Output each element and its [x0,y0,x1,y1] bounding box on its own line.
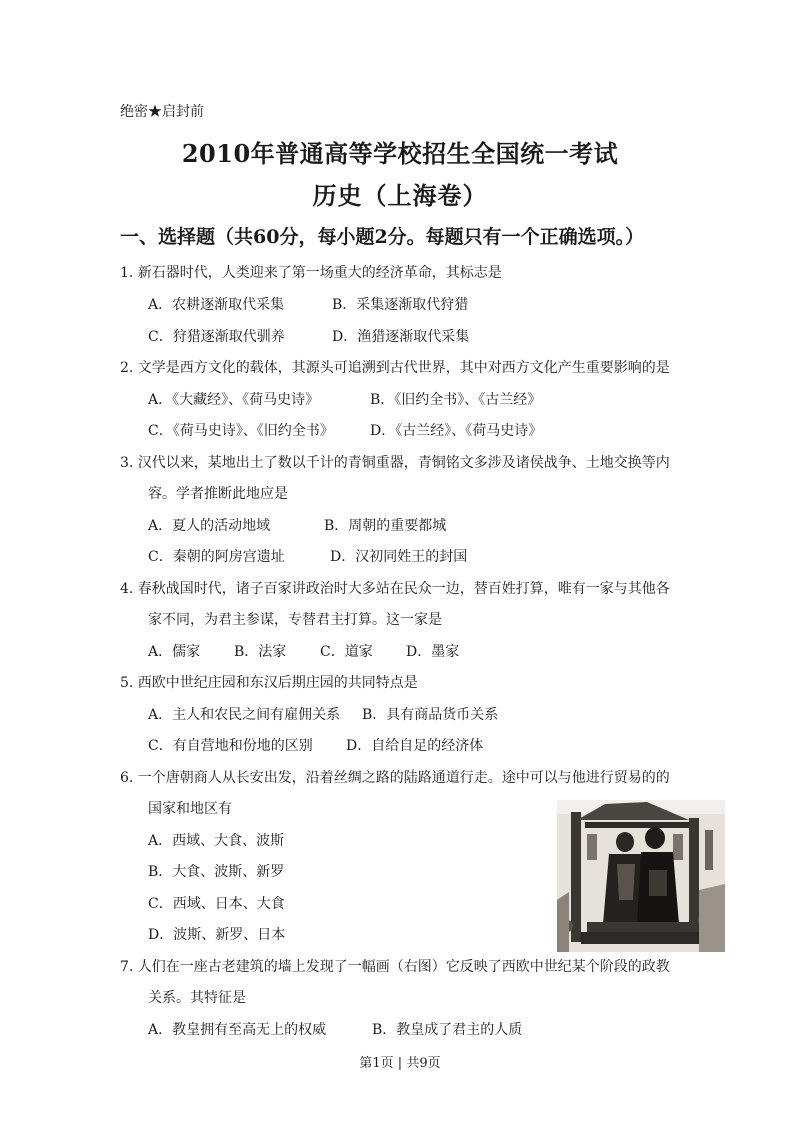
question-4-option-a: A．儒家 [148,644,201,660]
question-3-option-b: B．周朝的重要都城 [324,518,447,534]
question-6-stem: 6. 一个唐朝商人从长安出发，沿着丝绸之路的陆路通道行走。途中可以与他进行贸易的的 [120,770,670,786]
question-1-stem: 1. 新石器时代，人类迎来了第一场重大的经济革命，其标志是 [120,265,502,281]
question-4-stem-continued: 家不同，为君主参谋，专替君主打算。这一家是 [148,612,442,628]
section-heading: 一、选择题（共60分，每小题2分。每题只有一个正确选项。） [120,226,645,248]
question-2-option-a: A．《大藏经》、《荷马史诗》 [148,392,320,408]
question-3-option-d: D．汉初同姓王的封国 [330,549,468,565]
question-5-option-a: A．主人和农民之间有雇佣关系 [148,707,341,723]
question-4-option-c: C．道家 [320,644,373,660]
question-5-stem: 5. 西欧中世纪庄园和东汉后期庄园的共同特点是 [120,675,418,691]
question-5-option-c: C．有自营地和份地的区别 [148,738,313,754]
question-2-option-d: D．《古兰经》、《荷马史诗》 [370,423,543,439]
question-1-option-b: B．采集逐渐取代狩猎 [332,297,469,313]
question-7-stem: 7. 人们在一座古老建筑的墙上发现了一幅画（右图）它反映了西欧中世纪某个阶段的政教 [120,959,670,975]
secret-mark: 绝密★启封前 [120,104,204,120]
page-number: 第1页 | 共9页 [359,1056,441,1071]
question-5-option-b: B．具有商品货币关系 [362,707,499,723]
question-7-option-b: B．教皇成了君主的人质 [372,1022,523,1038]
question-6-option-c: C．西域、日本、大食 [148,896,285,912]
question-4-option-d: D．墨家 [406,644,460,660]
medieval-painting-figure [557,800,725,952]
exam-subtitle: 历史（上海卷） [312,181,488,210]
question-3-option-c: C．秦朝的阿房宫遗址 [148,549,285,565]
exam-title: 2010年普通高等学校招生全国统一考试 [181,139,619,168]
question-4-option-b: B．法家 [234,644,287,660]
question-2-option-c: C．《荷马史诗》、《旧约全书》 [148,423,334,439]
question-1-option-c: C．狩猎逐渐取代驯养 [148,329,285,345]
question-3-option-a: A．夏人的活动地域 [148,518,271,534]
question-7-option-a: A．教皇拥有至高无上的权威 [148,1022,327,1038]
question-2-stem: 2. 文学是西方文化的载体，其源头可追溯到古代世界，其中对西方文化产生重要影响的是 [120,360,670,376]
question-5-option-d: D．自给自足的经济体 [346,738,484,754]
question-3-stem: 3. 汉代以来，某地出土了数以千计的青铜重器，青铜铭文多涉及诸侯战争、土地交换等内 [120,455,670,471]
question-3-stem-continued: 容。学者推断此地应是 [148,486,288,502]
question-7-stem-continued: 关系。其特征是 [148,990,246,1006]
question-6-option-b: B．大食、波斯、新罗 [148,864,285,880]
question-6-stem-continued: 国家和地区有 [148,801,232,817]
question-1-option-a: A．农耕逐渐取代采集 [148,297,285,313]
question-6-option-a: A．西域、大食、波斯 [148,833,285,849]
question-2-option-b: B．《旧约全书》、《古兰经》 [370,392,542,408]
question-4-stem: 4. 春秋战国时代，诸子百家讲政治时大多站在民众一边，替百姓打算，唯有一家与其他各 [120,581,670,597]
question-6-option-d: D．波斯、新罗、日本 [148,927,286,943]
question-1-option-d: D．渔猎逐渐取代采集 [332,329,470,345]
